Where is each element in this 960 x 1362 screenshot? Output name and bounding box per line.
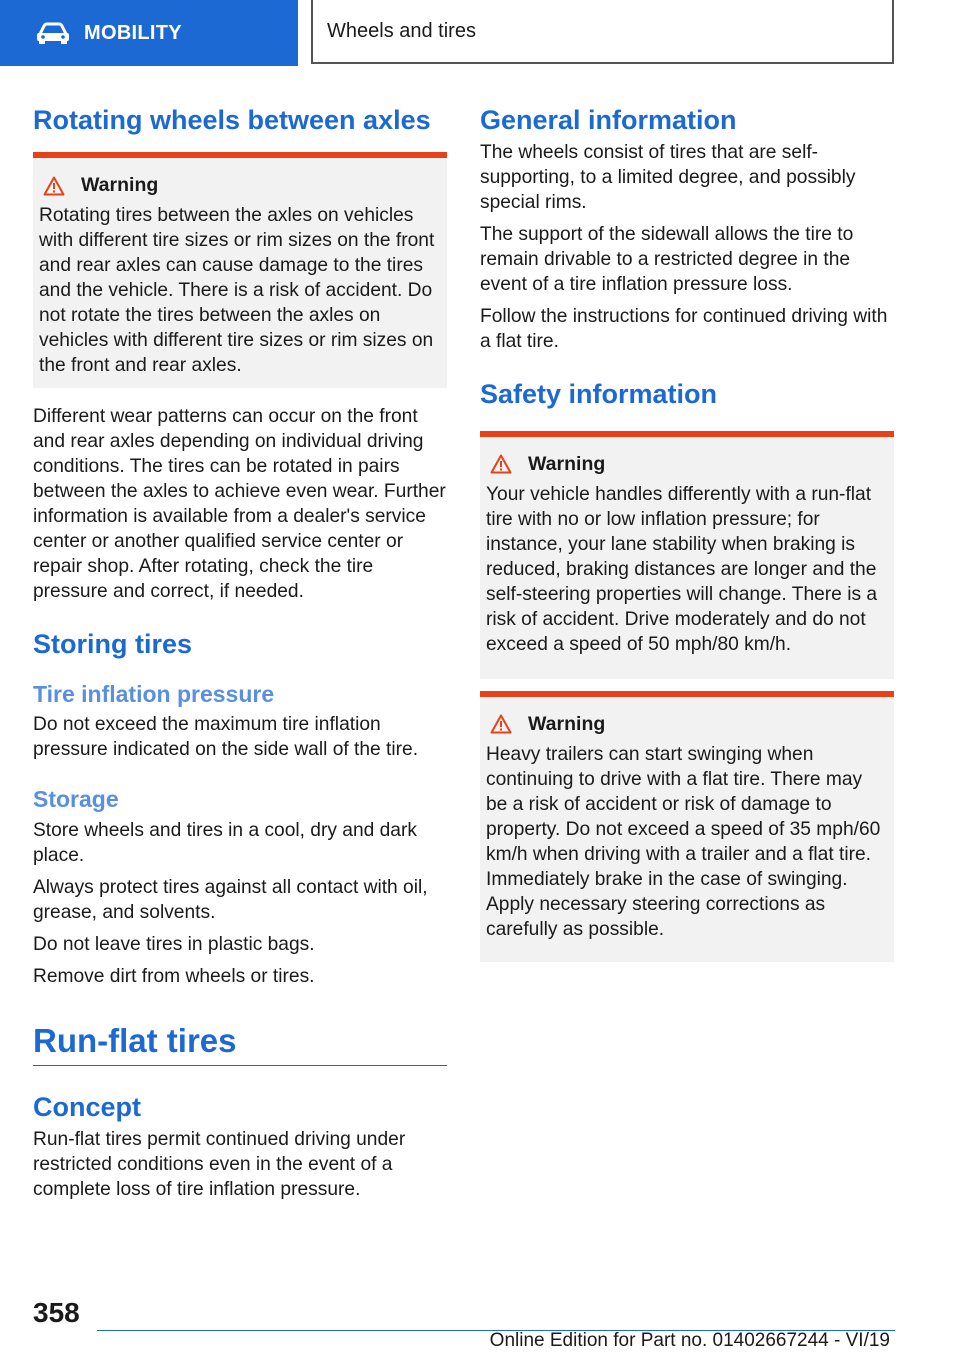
heading-run-flat-tires: Run-flat tires: [33, 1021, 237, 1059]
heading-concept: Concept: [33, 1091, 141, 1122]
paragraph-pressure: Do not exceed the maximum tire inflation pressure indicated on the side wall of the tire.: [33, 714, 419, 761]
warning-text: Your vehicle handles differently with a run-flat tire with no or low inflation pressure; for instance, your lane stability when braking is reduced, braking distances are longer and the self-steering properties will change. There is a risk of accident. Drive moderately and do not exceed a speed of 50 mph/80 km/h.: [486, 483, 878, 655]
chapter-title: Wheels and tires: [311, 0, 894, 64]
paragraph-general-2: The support of the sidewall allows the tire to remain drivable to a restricted degree in the event of a tire inflation pressure loss.: [480, 224, 854, 296]
heading-storing-tires: Storing tires: [33, 629, 193, 660]
heading-rule: [33, 1065, 447, 1066]
heading-storage: Storage: [33, 786, 119, 813]
paragraph-concept: Run-flat tires permit continued driving under restricted conditions even in the event of a complete loss of tire inflation pressure.: [33, 1128, 406, 1200]
paragraph-storage-4: Remove dirt from wheels or tires.: [33, 965, 315, 987]
heading-tire-inflation-pressure: Tire inflation pressure: [33, 680, 275, 707]
warning-box-handling: [480, 431, 894, 679]
warning-label: Warning: [528, 452, 606, 475]
paragraph-rotating: Different wear patterns can occur on the front and rear axles depending on individual driving conditions. The tires can be rotated in pairs between the axles to achieve even wear. Further information is available from a dealer's service center or another qualified service center or repair shop. After rotating, check the tire pressure and correct, if needed.: [33, 406, 446, 603]
warning-text: Heavy trailers can start swinging when continuing to drive with a flat tire. There may be a risk of accident or risk of damage to property. Do not exceed a speed of 35 mph/60 km/h when driving with a trailer and a flat tire. Immediately brake in the case of swinging. Apply necessary steering corrections as carefully as possible.: [486, 743, 881, 940]
warning-box-rotating: [33, 152, 447, 388]
paragraph-storage-2: Always protect tires against all contact with oil, grease, and solvents.: [33, 876, 428, 923]
warning-text: Rotating tires between the axles on vehicles with different tire sizes or rim sizes on the front and rear axles can cause damage to the tires and the vehicle. There is a risk of accident. Do not rotate the tires between the axles on vehicles with different tire sizes or rim sizes on the front and rear axles.: [39, 205, 435, 377]
warning-label: Warning: [528, 712, 606, 735]
section-label: MOBILITY: [84, 21, 182, 44]
right-column: [480, 100, 894, 962]
warning-triangle-icon: [43, 176, 65, 196]
page-number: 358: [33, 1297, 80, 1328]
car-icon: [36, 22, 70, 44]
footer-edition: Online Edition for Part no. 01402667244 - VI/19: [489, 1330, 890, 1351]
section-tab[interactable]: [0, 0, 298, 66]
warning-label: Warning: [81, 174, 159, 197]
warning-triangle-icon: [490, 714, 512, 734]
heading-rotating-wheels: Rotating wheels between axles: [33, 105, 431, 135]
left-column: [33, 100, 447, 1202]
heading-general-information: General information: [480, 105, 737, 135]
paragraph-storage-1: Store wheels and tires in a cool, dry and dark place.: [33, 819, 417, 866]
paragraph-storage-3: Do not leave tires in plastic bags.: [33, 933, 315, 955]
paragraph-general-3: Follow the instructions for continued driving with a flat tire.: [480, 306, 888, 353]
warning-triangle-icon: [490, 454, 512, 474]
warning-box-trailer: [480, 691, 894, 962]
heading-safety-information: Safety information: [480, 379, 718, 410]
paragraph-general-1: The wheels consist of tires that are self-supporting, to a limited degree, and possibly special rims.: [480, 142, 856, 214]
